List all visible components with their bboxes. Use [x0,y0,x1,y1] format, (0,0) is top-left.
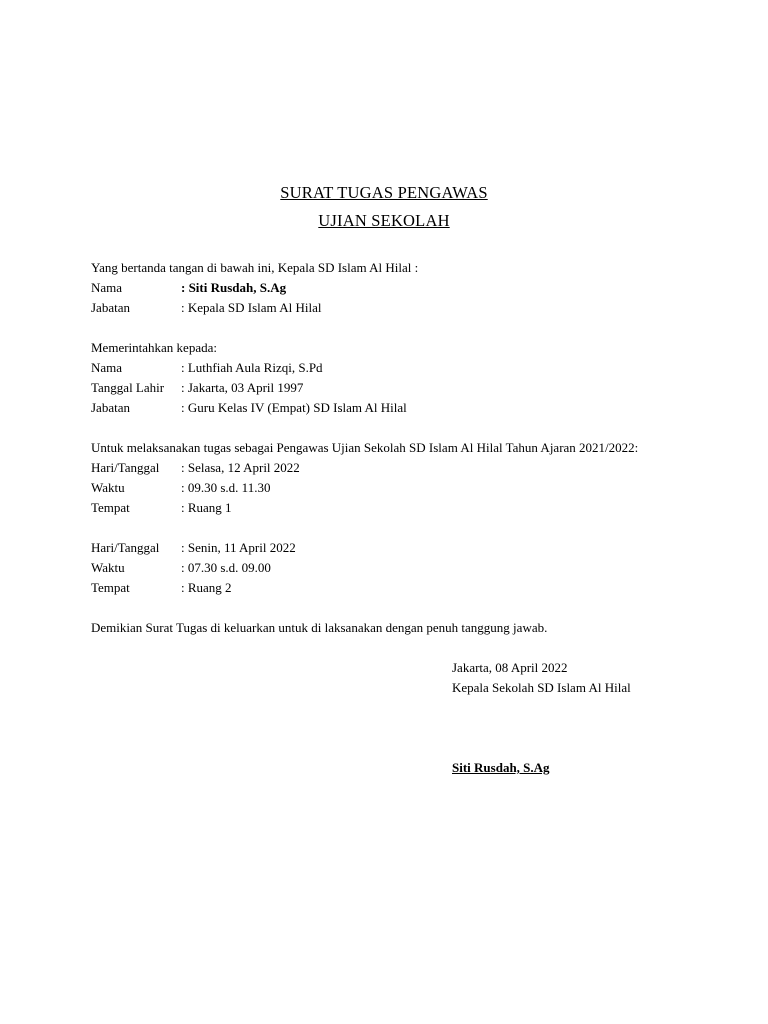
signature-name: Siti Rusdah, S.Ag [452,760,550,775]
schedule-place-value: : Ruang 2 [181,580,232,595]
schedule-place-label: Tempat [91,580,130,595]
assignee-name-value: : Luthfiah Aula Rizqi, S.Pd [181,360,323,375]
signature-place-date: Jakarta, 08 April 2022 [452,660,568,675]
schedule-day-value: : Selasa, 12 April 2022 [181,460,300,475]
task-intro-text: Untuk melaksanakan tugas sebagai Pengawas Ujian Sekolah SD Islam Al Hilal Tahun Ajaran 2021/2022: [91,440,639,455]
schedule-place-label: Tempat [91,500,130,515]
letter-title-line-2: UJIAN SEKOLAH [318,211,450,230]
signer-position-value: : Kepala SD Islam Al Hilal [181,300,322,315]
letter-title-line-1: SURAT TUGAS PENGAWAS [280,183,488,202]
signer-name-label: Nama [91,280,123,295]
schedule-place-value: : Ruang 1 [181,500,232,515]
schedule-time-value: : 09.30 s.d. 11.30 [181,480,271,495]
schedule-day-label: Hari/Tanggal [91,540,160,555]
schedule-time-label: Waktu [91,560,125,575]
schedule-time-label: Waktu [91,480,125,495]
assignee-position-label: Jabatan [91,400,130,415]
intro-text: Yang bertanda tangan di bawah ini, Kepala SD Islam Al Hilal : [91,260,419,275]
signer-position-label: Jabatan [91,300,130,315]
closing-text: Demikian Surat Tugas di keluarkan untuk di laksanakan dengan penuh tanggung jawab. [91,620,548,635]
schedule-time-value: : 07.30 s.d. 09.00 [181,560,271,575]
assignee-position-value: : Guru Kelas IV (Empat) SD Islam Al Hilal [181,400,407,415]
signer-name-value: : Siti Rusdah, S.Ag [181,280,287,295]
assignee-name-label: Nama [91,360,123,375]
order-intro-text: Memerintahkan kepada: [91,340,217,355]
assignee-birth-label: Tanggal Lahir [91,380,165,395]
assignee-birth-value: : Jakarta, 03 April 1997 [181,380,304,395]
signature-position: Kepala Sekolah SD Islam Al Hilal [452,680,631,695]
schedule-day-value: : Senin, 11 April 2022 [181,540,296,555]
schedule-day-label: Hari/Tanggal [91,460,160,475]
